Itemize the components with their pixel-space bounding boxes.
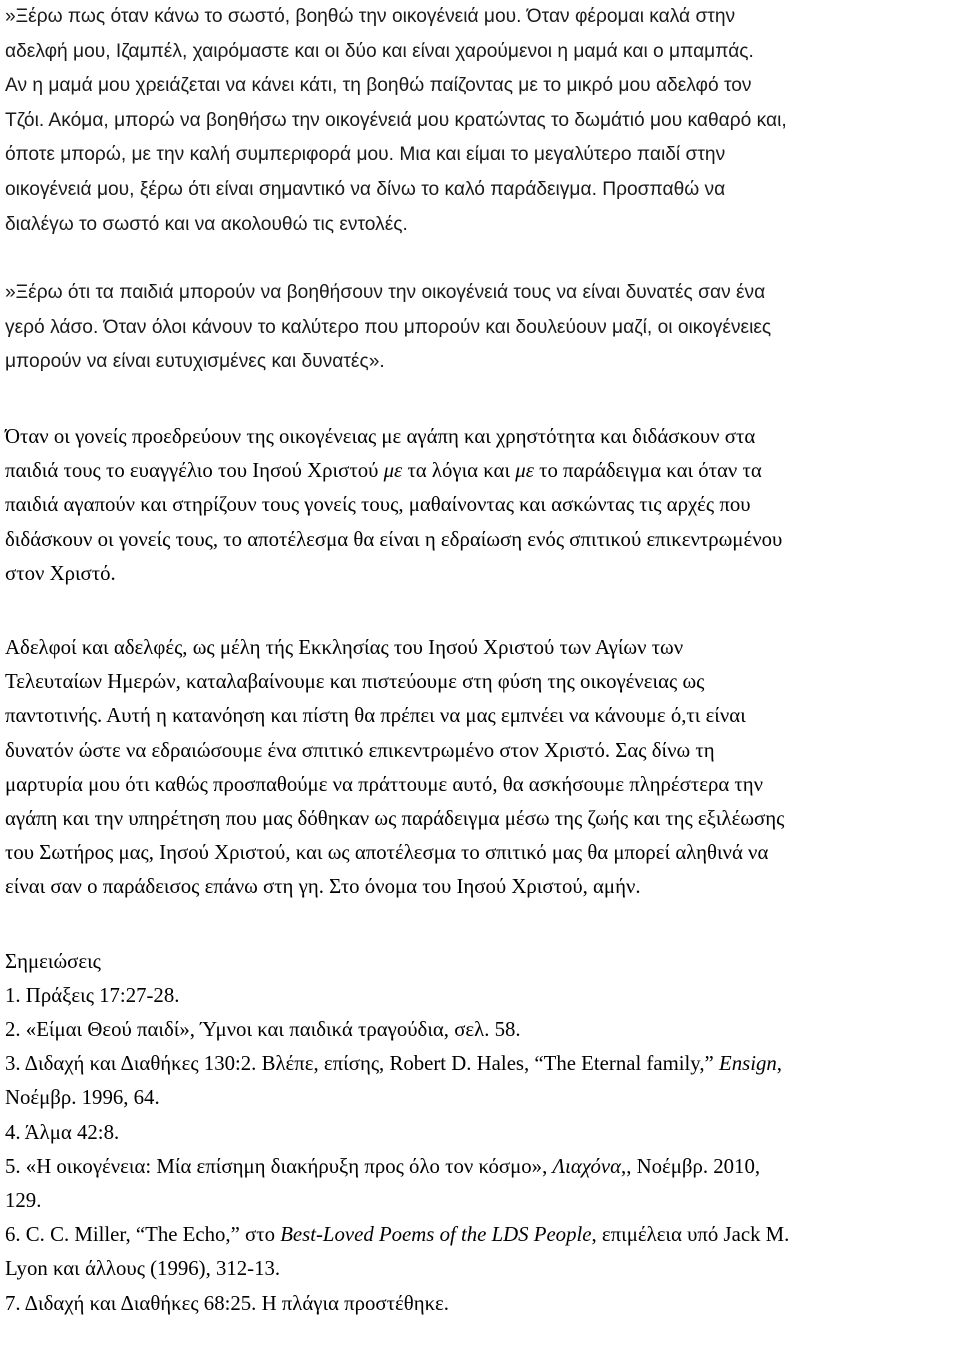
emphasis-text: Best-Loved Poems of the LDS People bbox=[280, 1223, 592, 1247]
text-line: διδάσκουν οι γονείς τους, το αποτέλεσμα θα είναι η εδραίωση ενός σπιτικού επικεντρωμένου bbox=[5, 527, 783, 551]
text-line: Τελευταίων Ημερών, καταλαβαίνουμε και πιστεύουμε στη φύση της οικογένειας ως bbox=[5, 670, 705, 694]
text-run: το παράδειγμα και όταν τα bbox=[533, 459, 762, 483]
text-line: του Σωτήρος μας, Ιησού Χριστού, και ως αποτέλεσμα το σπιτικό μας θα μπορεί αληθινά να bbox=[5, 841, 769, 865]
quote-paragraph-2 bbox=[5, 276, 955, 380]
text-line: »Ξέρω ότι τα παιδιά μπορούν να βοηθήσουν την οικογένειά τους να είναι δυνατές σαν ένα bbox=[5, 282, 766, 304]
notes-heading: Σημειώσεις bbox=[5, 949, 101, 973]
body-paragraph-parents bbox=[5, 420, 955, 591]
text-run: τα λόγια και bbox=[402, 459, 516, 483]
document-page bbox=[5, 0, 955, 1321]
text-line: γερό λάσο. Όταν όλοι κάνουν το καλύτερο που μπορούν και δουλεύουν μαζί, οι οικογένειες bbox=[5, 316, 772, 338]
text-line: παιδιά αγαπούν και στηρίζουν τους γονείς τους, μαθαίνοντας και ασκώντας τις αρχές που bbox=[5, 493, 751, 517]
note-item bbox=[5, 1150, 955, 1184]
text-run: 6. C. C. Miller, “The Echo,” στο bbox=[5, 1223, 281, 1247]
text-line: Αν η μαμά μου χρειάζεται να κάνει κάτι, τη βοηθώ παίζοντας με το μικρό μου αδελφό τον bbox=[5, 75, 752, 97]
emphasis-text: Λιαχόνα bbox=[552, 1154, 621, 1178]
text-line: μπορούν να είναι ευτυχισμένες και δυνατές». bbox=[5, 351, 385, 373]
text-line bbox=[5, 454, 955, 488]
note-item: 4. Άλμα 42:8. bbox=[5, 1120, 120, 1144]
note-item-continuation: 129. bbox=[5, 1189, 42, 1212]
emphasis-text: Ensign bbox=[719, 1052, 777, 1076]
quote-paragraph-1 bbox=[5, 0, 955, 242]
note-item: 2. «Είμαι Θεού παιδί», Ύμνοι και παιδικά τραγούδια, σελ. 58. bbox=[5, 1017, 521, 1041]
notes-section bbox=[5, 945, 955, 1321]
body-paragraph-testimony bbox=[5, 631, 955, 905]
text-line: στον Χριστό. bbox=[5, 561, 116, 585]
text-line: Τζόι. Ακόμα, μπορώ να βοηθήσω την οικογένειά μου κρατώντας το δωμάτιό μου καθαρό και, bbox=[5, 109, 787, 131]
text-run: , επιμέλεια υπό Jack M. bbox=[591, 1223, 790, 1247]
text-line: δυνατόν ώστε να εδραιώσουμε ένα σπιτικό επικεντρωμένο στον Χριστό. Σας δίνω τη bbox=[5, 738, 715, 762]
text-line: αδελφή μου, Ιζαμπέλ, χαιρόμαστε και οι δύο και είναι χαρούμενοι η μαμά και ο μπαμπάς. bbox=[5, 40, 754, 62]
text-line: αγάπη και την υπηρέτηση που μας δόθηκαν ως παράδειγμα μέσω της ζωής και της εξιλέωσης bbox=[5, 806, 785, 830]
text-line: »Ξέρω πως όταν κάνω το σωστό, βοηθώ την οικογένειά μου. Όταν φέρομαι καλά στην bbox=[5, 6, 736, 27]
note-item: 1. Πράξεις 17:27-28. bbox=[5, 983, 180, 1007]
text-run: 3. Διδαχή και Διαθήκες 130:2. Βλέπε, επίσης, Robert D. Hales, “The Eternal family,” bbox=[5, 1052, 719, 1076]
text-line: Όταν οι γονείς προεδρεύουν της οικογένειας με αγάπη και χρηστότητα και διδάσκουν στα bbox=[5, 424, 756, 448]
note-item bbox=[5, 1218, 955, 1252]
note-item-continuation: Lyon και άλλους (1996), 312-13. bbox=[5, 1257, 281, 1281]
note-item bbox=[5, 1047, 955, 1081]
note-item-continuation: Νοέμβρ. 1996, 64. bbox=[5, 1086, 160, 1110]
text-line: είναι σαν ο παράδεισος επάνω στη γη. Στο όνομα του Ιησού Χριστού, αμήν. bbox=[5, 875, 641, 899]
text-run: ,, Νοέμβρ. 2010, bbox=[621, 1154, 761, 1178]
text-line: διαλέγω το σωστό και να ακολουθώ τις εντολές. bbox=[5, 213, 408, 235]
text-line: παντοτινής. Αυτή η κατανόηση και πίστη θα πρέπει να μας εμπνέει να κάνουμε ό,τι είναι bbox=[5, 704, 746, 728]
emphasis-text: με bbox=[515, 459, 534, 483]
text-run: , bbox=[776, 1052, 782, 1076]
text-run: παιδιά τους το ευαγγέλιο του Ιησού Χριστού bbox=[5, 459, 384, 483]
text-line: Αδελφοί και αδελφές, ως μέλη τής Εκκλησίας του Ιησού Χριστού των Αγίων των bbox=[5, 635, 684, 659]
emphasis-text: με bbox=[383, 459, 403, 483]
text-line: όποτε μπορώ, με την καλή συμπεριφορά μου. Μια και είμαι το μεγαλύτερο παιδί στην bbox=[5, 144, 726, 166]
text-run: 5. «Η οικογένεια: Μία επίσημη διακήρυξη προς όλο τον κόσμο», bbox=[5, 1154, 553, 1178]
text-line: οικογένειά μου, ξέρω ότι είναι σημαντικό να δίνω το καλό παράδειγμα. Προσπαθώ να bbox=[5, 178, 726, 200]
note-item: 7. Διδαχή και Διαθήκες 68:25. Η πλάγια προστέθηκε. bbox=[5, 1291, 449, 1315]
text-line: μαρτυρία μου ότι καθώς προσπαθούμε να πράττουμε αυτό, θα ασκήσουμε πληρέστερα την bbox=[5, 772, 764, 796]
